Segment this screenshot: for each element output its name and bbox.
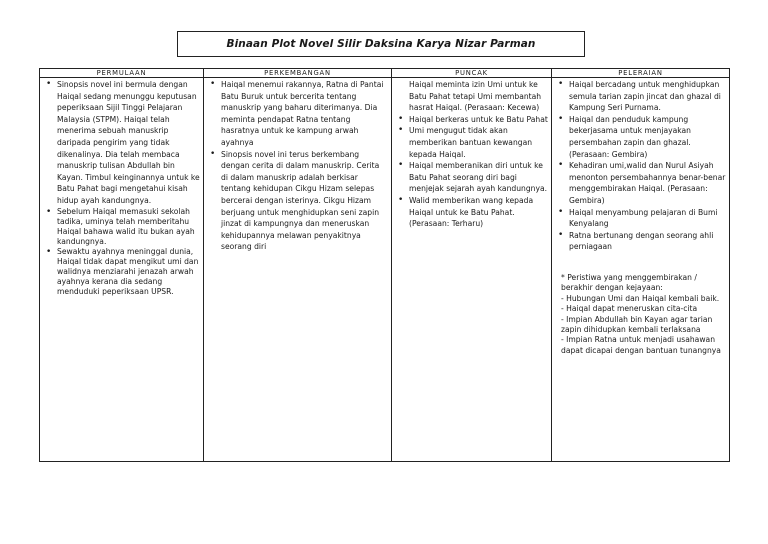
perkembangan-item: • Haiqal menemui rakannya, Ratna di Pantai Batu Buruk untuk bercerita tentang manuskrip yang baharu diterimanya. Dia meminta pendapat Ratna tentang hasratnya untuk ke kampung arwah ayahnya (221, 79, 388, 149)
permulaan-item: • Sebelum Haiqal memasuki sekolah tadika, uminya telah memberitahu Haiqal bahawa walid itu bukan ayah kandungnya. (57, 207, 200, 247)
peleraian-list (555, 79, 726, 253)
puncak-item: • Walid memberikan wang kepada Haiqal untuk ke Batu Pahat. (Perasaan: Terharu) (409, 195, 548, 230)
permulaan-item: • Sewaktu ayahnya meninggal dunia, Haiqal tidak dapat mengikut umi dan walidnya menziarahi jenazah arwah ayahnya kerana dia sedang menduduki peperiksaan UPSR. (57, 247, 200, 297)
puncak-item: • Umi mengugut tidak akan memberikan bantuan kewangan kepada Haiqal. (409, 125, 548, 160)
document-title-text: Binaan Plot Novel Silir Daksina Karya Nizar Parman (226, 38, 536, 50)
permulaan-cell (40, 78, 204, 462)
note-line: - Hubungan Umi dan Haiqal kembali baik. (561, 293, 720, 303)
puncak-list (395, 114, 548, 230)
content-row (40, 78, 730, 462)
peleraian-item: • Haiqal bercadang untuk menghidupkan semula tarian zapin jincat dan ghazal di Kampung Seri Purnama. (569, 79, 726, 114)
puncak-cell (392, 78, 552, 462)
peleraian-item: • Kehadiran umi,walid dan Nurul Asiyah menonton persembahannya benar-benar menggembirakan Haiqal. (Perasaan: Gembira) (569, 160, 726, 206)
header-peleraian: PELERAIAN (552, 69, 730, 78)
perkembangan-cell (204, 78, 392, 462)
peleraian-item: • Haiqal dan penduduk kampung bekerjasama untuk menjayakan persembahan zapin dan ghazal. (Perasaan: Gembira) (569, 114, 726, 160)
plot-table (39, 68, 730, 462)
header-perkembangan: PERKEMBANGAN (204, 69, 392, 78)
permulaan-list (43, 79, 200, 297)
peleraian-item: • Haiqal menyambung pelajaran di Bumi Kenyalang (569, 207, 726, 230)
note-line: - Impian Ratna untuk menjadi usahawan dapat dicapai dengan bantuan tunangnya (561, 335, 721, 355)
perkembangan-list (207, 79, 388, 253)
note-line: - Haiqal dapat meneruskan cita-cita (561, 304, 698, 314)
header-permulaan: PERMULAAN (40, 69, 204, 78)
permulaan-item: • Sinopsis novel ini bermula dengan Haiqal sedang menunggu keputusan peperiksaan Sijil Tinggi Pelajaran Malaysia (STPM). Haiqal telah menerima sebuah manuskrip daripada pengirim yang tidak dikenalinya. Dia telah membaca manuskrip tulisan Abdullah bin Kayan. Timbul keinginannya untuk ke Batu Pahat bagi mengetahui kisah hidup ayah kandungnya. (57, 79, 200, 207)
header-puncak: PUNCAK (392, 69, 552, 78)
peleraian-cell (552, 78, 730, 462)
puncak-item: • Haiqal berkeras untuk ke Batu Pahat (409, 114, 548, 126)
peleraian-item: • Ratna bertunang dengan seorang ahli perniagaan (569, 230, 726, 253)
perkembangan-item: • Sinopsis novel ini terus berkembang dengan cerita di dalam manuskrip. Cerita di dalam manuskrip adalah berkisar tentang kehidupan Cikgu Hizam selepas bercerai dengan isterinya. Cikgu Hizam berjuang untuk menghidupkan seni zapin jinzat di kampungnya dan meneruskan kehidupannya melawan penyakitnya seorang diri (221, 149, 388, 253)
header-row (40, 69, 730, 78)
note-line: - Impian Abdullah bin Kayan agar tarian zapin dihidupkan kembali terlaksana (561, 314, 713, 334)
puncak-intro: Haiqal meminta izin Umi untuk ke Batu Pahat tetapi Umi membantah hasrat Haiqal. (Perasaan: Kecewa) (409, 80, 542, 113)
peleraian-note (555, 273, 726, 356)
note-line: * Peristiwa yang menggembirakan / berakhir dengan kejayaan: (561, 272, 697, 293)
document-title (177, 31, 585, 57)
puncak-item: • Haiqal memberanikan diri untuk ke Batu Pahat seorang diri bagi menjejak sejarah ayah kandungnya. (409, 160, 548, 195)
